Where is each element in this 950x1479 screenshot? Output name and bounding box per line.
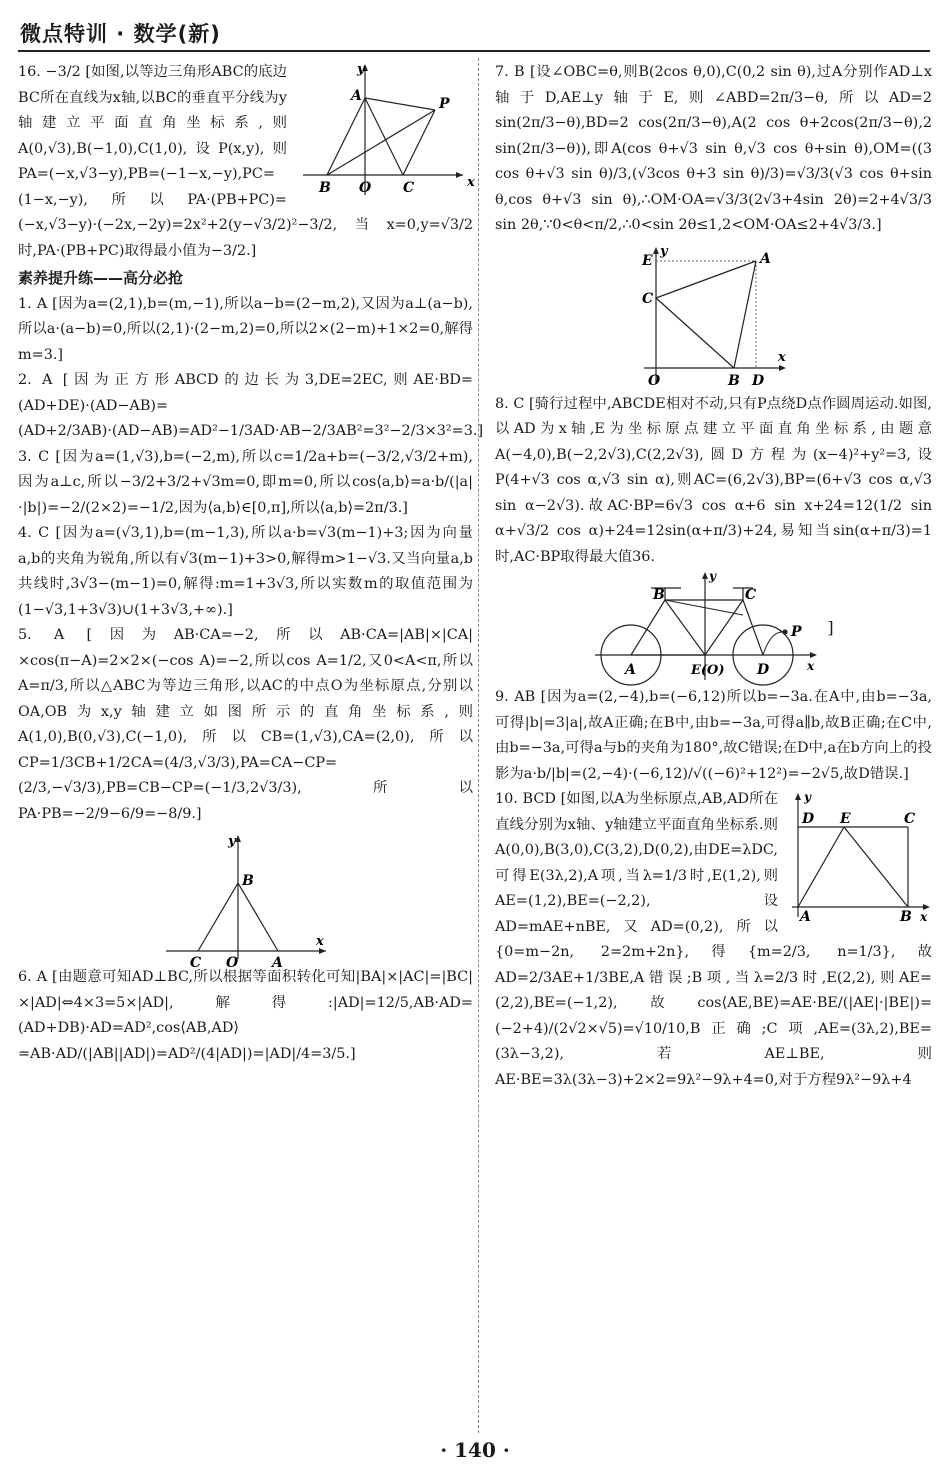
header-title: 微点特训 · 数学(新)	[20, 22, 221, 46]
label-x: x	[467, 175, 475, 190]
answer-1: 1. A [因为a=(2,1),b=(m,−1),所以a−b=(2−m,2),又因为a⊥(a−b),所以a·(a−b)=0,所以(2,1)·(2−m,2)=0,所以2×(2−m)+1×2=0,解得m=3.]	[18, 295, 473, 363]
page-header	[18, 10, 930, 52]
answer-8: 8. C [骑行过程中,ABCDE相对不动,只有P点绕D点作圆周运动.如图,以AD为x轴,E为坐标原点建立平面直角坐标系,由题意A(−4,0),B(−2,2√3),C(2,2√3),圆D方程为(x−4)²+y²=3,设P(4+√3 cos α,√3 sin α),则AC=(6,2√3),BP=(6+√3 cos α,√3 sin α−2√3).故AC·BP=6√3 cos α+6 sin x+24=12(1/2 sin α+√3/2 cos α)+24=12sin(α+π/3)+24,易知当sin(α+π/3)=1时,AC·BP取得最大值36.	[495, 395, 932, 565]
label-A: A	[625, 662, 637, 678]
answer-2: 2. A [因为正方形ABCD的边长为3,DE=2EC,则AE·BD=(AD+DE)·(AD−AB)=(AD+2/3AB)·(AD−AB)=AD²−1/3AD·AB−2/3AB²=3²−2/3×3²=3.]	[18, 372, 484, 439]
label-EO: E(O)	[691, 663, 725, 678]
label-P: P	[439, 96, 450, 112]
answer-10	[495, 787, 932, 1093]
left-column	[18, 60, 484, 1067]
label-P: P	[791, 624, 802, 640]
label-C: C	[904, 811, 916, 827]
label-D: D	[802, 811, 815, 827]
label-y: y	[357, 62, 365, 77]
section-title: 素养提升练——高分必抢	[18, 269, 184, 287]
answer-8-close: ]	[827, 617, 834, 637]
label-y: y	[659, 243, 668, 259]
label-y: y	[709, 569, 717, 583]
figure-q7	[634, 243, 794, 388]
label-y: y	[804, 790, 811, 804]
label-A: A	[759, 250, 771, 267]
answer-16	[18, 60, 473, 264]
answer-10-text: 10. BCD [如图,以A为坐标原点,AB,AD所在直线分别为x轴、y轴建立平面直角坐标系.则A(0,0),B(3,0),C(3,2),D(0,2),由DE=λDC,可得E(3λ,2),A项,当λ=1/3时,E(1,2),则AE=(1,2),BE=(−2,2),设AD=mAE+nBE,又AD=(0,2),所以{0=m−2n, 2=2m+2n},得{m=2/3, n=1/3},故AD=2/3AE+1/3BE,A错误;B项,当λ=2/3时,E(2,2),则AE=(2,2),BE=(−1,2),故cos⟨AE,BE⟩=AE·BE/(|AE|·|BE|)=(−2+4)/(2√2×√5)=√10/10,B正确;C项,AE=(3λ,2),BE=(3λ−3,2),若AE⊥BE,则AE·BE=3λ(3λ−3)+2×2=9λ²−9λ+4=0,对于方程9λ²−9λ+4	[495, 791, 932, 1088]
page-number: · 140 ·	[440, 1438, 510, 1462]
answer-3: 3. C [因为a=(1,√3),b=(−2,m),所以c=1/2a+b=(−3/2,√3/2+m),因为a⊥c,所以−3/2+3/2+√3m=0,即m=0,所以cos⟨a,b⟩=a·b/(|a|·|b|)=−2/(2×2)=−1/2,因为⟨a,b⟩∈[0,π],所以⟨a,b⟩=2π/3.]	[18, 448, 473, 516]
answer-9: 9. AB [因为a=(2,−4),b=(−6,12)所以b=−3a.在A中,由b=−3a,可得|b|=3|a|,故A正确;在B中,由b=−3a,可得a∥b,故B正确;在C中,由b=−3a,可得a与b的夹角为180°,故C错误;在D中,a在b方向上的投影为a·b/|b|=(2,−4)·(−6,12)/√((−6)²+12²)=−2√5,故D错误.]	[495, 689, 932, 782]
figure-q10	[784, 791, 932, 923]
label-x: x	[315, 934, 324, 949]
figure-q8-bicycle	[593, 570, 823, 685]
label-E: E	[840, 811, 851, 827]
label-B: B	[241, 873, 254, 889]
figure-q8-line	[495, 570, 932, 685]
figure-q16	[293, 60, 473, 200]
label-A: A	[271, 955, 283, 971]
column-divider	[478, 58, 479, 1433]
label-E: E	[641, 252, 653, 269]
label-x: x	[807, 659, 815, 673]
label-B: B	[319, 180, 331, 196]
answer-5: 5. A [因为AB·CA=−2,所以AB·CA=|AB|×|CA|×cos(π−A)=2×2×(−cos A)=−2,所以cos A=1/2,又0<A<π,所以A=π/3,所以△ABC为等边三角形,以AC的中点O为坐标原点,分别以OA,OB为x,y轴建立如图所示的直角坐标系,则A(1,0),B(0,√3),C(−1,0),所以CB=(1,√3),CA=(2,0),所以CP=1/3CB+1/2CA=(4/3,√3/3),PA=CA−CP=(2/3,−√3/3),PB=CB−CP=(−1/3,2√3/3),所以PA·PB=−2/9−6/9=−8/9.]	[18, 627, 473, 822]
label-C: C	[745, 587, 757, 603]
answer-4: 4. C [因为a=(√3,1),b=(m−1,3),所以a·b=√3(m−1)+3;因为向量a,b的夹角为锐角,所以有√3(m−1)+3>0,解得m>1−√3.又当向量a,b共线时,3√3−(m−1)=0,解得:m=1+3√3,所以实数m的取值范围为(1−√3,1+3√3)∪(1+3√3,+∞).]	[18, 525, 473, 618]
answer-16-text: 16. −3/2 [如图,以等边三角形ABC的底边BC所在直线为x轴,以BC的垂直平分线为y轴建立平面直角坐标系,则A(0,√3),B(−1,0),C(1,0),设P(x,y),则PA=(−x,√3−y),PB=(−1−x,−y),PC=(1−x,−y),所以PA·(PB+PC)=(−x,√3−y)·(−2x,−2y)=2x²+2(y−√3/2)²−3/2,当x=0,y=√3/2时,PA·(PB+PC)取得最小值为−3/2.]	[18, 64, 473, 259]
answer-7: 7. B [设∠OBC=θ,则B(2cos θ,0),C(0,2 sin θ),过A分别作AD⊥x轴于D,AE⊥y轴于E,则∠ABD=2π/3−θ,所以AD=2 sin(2π/3−θ),BD=2 cos(2π/3−θ),A(2 cos θ+2cos(2π/3−θ),2 sin(2π/3−θ)),即A(cos θ+√3 sin θ,√3 cos θ+sin θ),OM=((3 cos θ+√3 sin θ)/3,(√3cos θ+3 sin θ)/3)=√3/3(√3 cos θ+sin θ,cos θ+√3 sin θ),∴OM·OA=√3/3(2√3+4sin 2θ)=2+4√3/3 sin 2θ,∵0<θ<π/2,∴0<sin 2θ≤1,2<OM·OA≤2+4√3/3.]	[495, 64, 932, 233]
label-C: C	[189, 955, 201, 971]
label-O: O	[225, 955, 238, 971]
label-C: C	[641, 290, 653, 307]
label-x: x	[920, 910, 928, 924]
label-B: B	[653, 587, 666, 603]
figure-q5	[156, 831, 336, 971]
label-B: B	[727, 372, 740, 389]
label-O: O	[359, 180, 372, 196]
right-column	[495, 60, 932, 1093]
label-A: A	[800, 909, 811, 925]
label-y: y	[227, 834, 236, 849]
label-C: C	[403, 180, 415, 196]
label-O: O	[647, 372, 660, 389]
label-B: B	[900, 909, 912, 925]
answer-6: 6. A [由题意可知AD⊥BC,所以根据等面积转化可知|BA|×|AC|=|BC|×|AD|⇔4×3=5×|AD|,解得:|AD|=12/5,AB·AD=(AD+DB)·AD=AD²,cos⟨AB,AD⟩=AB·AD/(|AB||AD|)=AD²/(4|AD|)=|AD|/4=3/5.]	[18, 969, 473, 1062]
label-x: x	[777, 349, 786, 365]
label-D: D	[757, 662, 770, 678]
label-A: A	[351, 88, 362, 104]
label-D: D	[751, 372, 764, 389]
